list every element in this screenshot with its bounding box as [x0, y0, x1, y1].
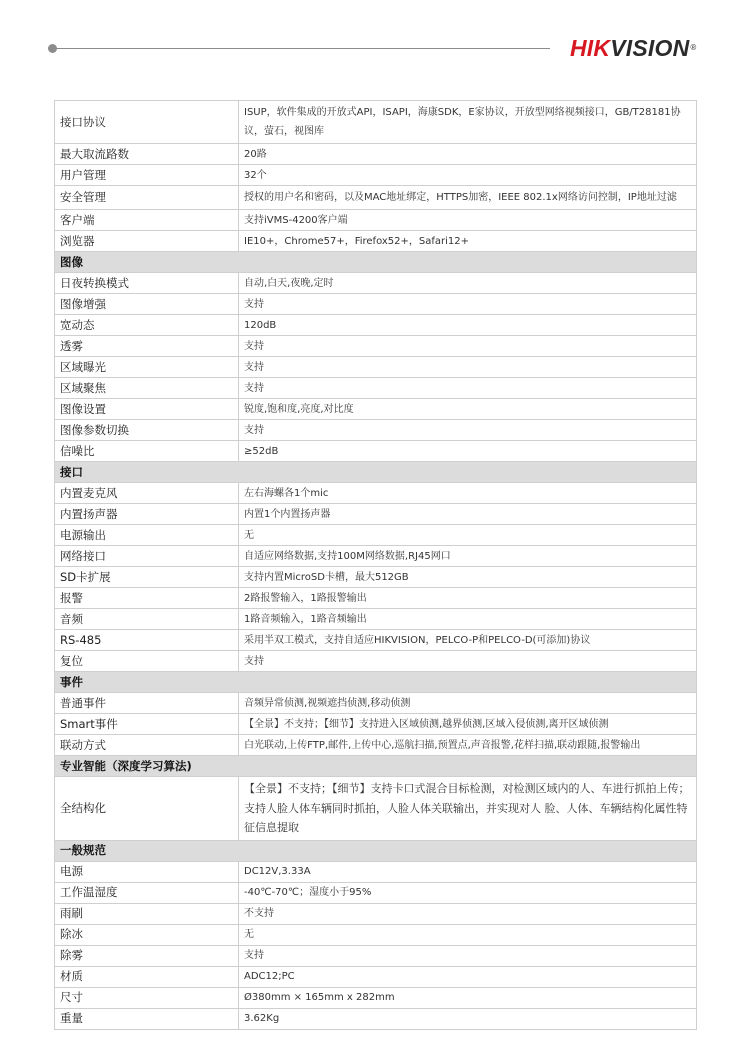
spec-value: 支持 [239, 336, 697, 357]
spec-row [55, 399, 697, 420]
header-divider-line [55, 48, 550, 49]
spec-row [55, 420, 697, 441]
spec-row [55, 861, 697, 882]
hikvision-logo [570, 35, 697, 61]
spec-value: IE10+，Chrome57+，Firefox52+，Safari12+ [239, 231, 697, 252]
spec-key: 内置麦克风 [55, 483, 239, 504]
spec-row [55, 609, 697, 630]
spec-value: 采用半双工模式，支持自适应HIKVISION，PELCO-P和PELCO-D(可添加)协议 [239, 630, 697, 651]
spec-key: 最大取流路数 [55, 144, 239, 165]
spec-row [55, 144, 697, 165]
spec-key: 报警 [55, 588, 239, 609]
spec-value: 支持 [239, 378, 697, 399]
spec-value: 32个 [239, 165, 697, 186]
spec-row [55, 966, 697, 987]
section-header-row [55, 756, 697, 777]
spec-key: 除冰 [55, 924, 239, 945]
spec-key: Smart事件 [55, 714, 239, 735]
spec-key: 联动方式 [55, 735, 239, 756]
spec-value: 【全景】不支持；【细节】支持卡口式混合目标检测，对检测区域内的人、车进行抓拍上传；支持人脸人体车辆同时抓拍，人脸人体关联输出，并实现对人 脸、人体、车辆结构化属性特征信息提取 [239, 777, 697, 841]
spec-value: 无 [239, 525, 697, 546]
spec-key: 图像设置 [55, 399, 239, 420]
spec-key: 除雾 [55, 945, 239, 966]
spec-key: 尺寸 [55, 987, 239, 1008]
spec-value: 2路报警输入，1路报警输出 [239, 588, 697, 609]
spec-key: 材质 [55, 966, 239, 987]
spec-key: 用户管理 [55, 165, 239, 186]
spec-key: 图像增强 [55, 294, 239, 315]
spec-row [55, 441, 697, 462]
spec-value: 自动,白天,夜晚,定时 [239, 273, 697, 294]
logo-dark-text: VISION [610, 35, 690, 61]
spec-value: 内置1个内置扬声器 [239, 504, 697, 525]
spec-value: -40℃-70℃；湿度小于95% [239, 882, 697, 903]
spec-key: 浏览器 [55, 231, 239, 252]
spec-key: 信噪比 [55, 441, 239, 462]
spec-value: 1路音频输入，1路音频输出 [239, 609, 697, 630]
spec-key: 宽动态 [55, 315, 239, 336]
section-title: 图像 [55, 252, 697, 273]
spec-table-body [55, 101, 697, 1030]
spec-key: 工作温湿度 [55, 882, 239, 903]
spec-key: 重量 [55, 1008, 239, 1029]
spec-key: 透雾 [55, 336, 239, 357]
spec-value: 20路 [239, 144, 697, 165]
spec-value: 支持iVMS-4200客户端 [239, 210, 697, 231]
spec-table [54, 100, 697, 1030]
section-title: 接口 [55, 462, 697, 483]
spec-value: 锐度,饱和度,亮度,对比度 [239, 399, 697, 420]
spec-key: 网络接口 [55, 546, 239, 567]
spec-row [55, 945, 697, 966]
spec-row [55, 483, 697, 504]
spec-row [55, 231, 697, 252]
spec-row [55, 525, 697, 546]
section-header-row [55, 462, 697, 483]
spec-key: 全结构化 [55, 777, 239, 841]
spec-row [55, 693, 697, 714]
spec-value: 支持内置MicroSD卡槽，最大512GB [239, 567, 697, 588]
spec-key: 接口协议 [55, 101, 239, 144]
logo-registered-mark: ® [690, 43, 697, 52]
section-header-row [55, 252, 697, 273]
spec-row [55, 567, 697, 588]
spec-key: 区域曝光 [55, 357, 239, 378]
spec-key: 安全管理 [55, 186, 239, 210]
spec-value: ≥52dB [239, 441, 697, 462]
spec-value: 3.62Kg [239, 1008, 697, 1029]
spec-row [55, 903, 697, 924]
spec-key: 图像参数切换 [55, 420, 239, 441]
spec-value: 不支持 [239, 903, 697, 924]
spec-key: 普通事件 [55, 693, 239, 714]
spec-row [55, 714, 697, 735]
spec-value: 【全景】不支持；【细节】支持进入区域侦测,越界侦测,区域入侵侦测,离开区域侦测 [239, 714, 697, 735]
spec-value: 支持 [239, 945, 697, 966]
spec-value: Ø380mm × 165mm x 282mm [239, 987, 697, 1008]
spec-key: 区域聚焦 [55, 378, 239, 399]
spec-row [55, 630, 697, 651]
spec-row [55, 924, 697, 945]
spec-row [55, 186, 697, 210]
spec-row [55, 357, 697, 378]
spec-row [55, 378, 697, 399]
spec-key: 内置扬声器 [55, 504, 239, 525]
spec-value: ADC12;PC [239, 966, 697, 987]
spec-key: 电源 [55, 861, 239, 882]
spec-row [55, 165, 697, 186]
spec-value: 支持 [239, 294, 697, 315]
spec-value: 支持 [239, 420, 697, 441]
spec-row [55, 1008, 697, 1029]
section-title: 一般规范 [55, 840, 697, 861]
section-title: 专业智能（深度学习算法) [55, 756, 697, 777]
spec-value: 无 [239, 924, 697, 945]
spec-value: 音频异常侦测,视频遮挡侦测,移动侦测 [239, 693, 697, 714]
spec-value: 120dB [239, 315, 697, 336]
section-header-row [55, 672, 697, 693]
spec-key: 客户端 [55, 210, 239, 231]
spec-value: 白光联动,上传FTP,邮件,上传中心,巡航扫描,预置点,声音报警,花样扫描,联动跟随,报警输出 [239, 735, 697, 756]
spec-key: 雨刷 [55, 903, 239, 924]
spec-value: 自适应网络数据,支持100M网络数据,RJ45网口 [239, 546, 697, 567]
spec-key: 复位 [55, 651, 239, 672]
spec-row [55, 588, 697, 609]
spec-key: 音频 [55, 609, 239, 630]
spec-value: 左右海螺各1个mic [239, 483, 697, 504]
spec-row [55, 101, 697, 144]
section-title: 事件 [55, 672, 697, 693]
spec-key: RS-485 [55, 630, 239, 651]
spec-key: SD卡扩展 [55, 567, 239, 588]
spec-row [55, 210, 697, 231]
spec-row [55, 336, 697, 357]
spec-row [55, 546, 697, 567]
logo-red-text: HIK [570, 35, 611, 61]
spec-value: 授权的用户名和密码，以及MAC地址绑定，HTTPS加密，IEEE 802.1x网络访问控制，IP地址过滤 [239, 186, 697, 210]
section-header-row [55, 840, 697, 861]
spec-row [55, 315, 697, 336]
spec-key: 电源输出 [55, 525, 239, 546]
spec-value: ISUP，软件集成的开放式API，ISAPI，海康SDK，E家协议，开放型网络视频接口，GB/T28181协议，萤石，视图库 [239, 101, 697, 144]
spec-row [55, 735, 697, 756]
spec-row [55, 987, 697, 1008]
spec-row [55, 273, 697, 294]
spec-row [55, 294, 697, 315]
spec-value: 支持 [239, 651, 697, 672]
spec-value: DC12V,3.33A [239, 861, 697, 882]
spec-key: 日夜转换模式 [55, 273, 239, 294]
spec-row [55, 882, 697, 903]
spec-value: 支持 [239, 357, 697, 378]
spec-row [55, 651, 697, 672]
spec-row [55, 504, 697, 525]
spec-row [55, 777, 697, 841]
